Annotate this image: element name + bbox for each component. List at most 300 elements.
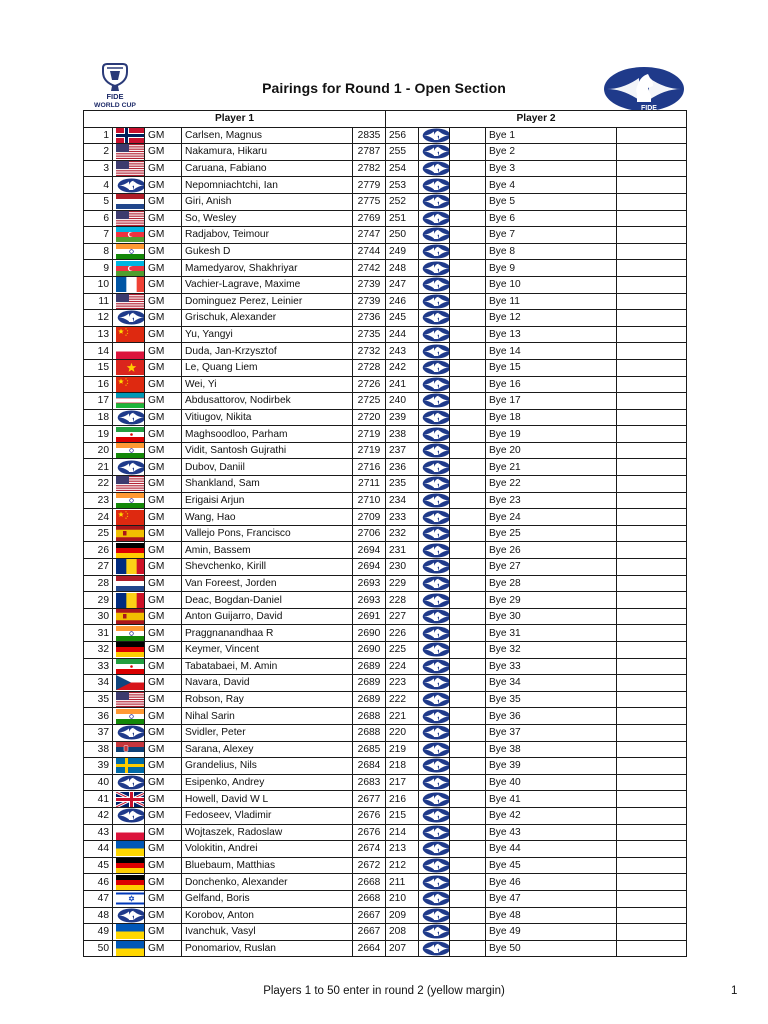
player1-number: 40 — [84, 774, 113, 791]
fide-logo-icon — [419, 741, 450, 758]
player1-rating: 2716 — [353, 459, 386, 476]
player2-number: 212 — [386, 857, 419, 874]
player1-title: GM — [145, 824, 182, 841]
player1-number: 23 — [84, 492, 113, 509]
player2-number: 224 — [386, 658, 419, 675]
player1-name: Amin, Bassem — [182, 542, 353, 559]
player1-rating: 2676 — [353, 807, 386, 824]
player1-rating: 2739 — [353, 293, 386, 310]
player1-title: GM — [145, 608, 182, 625]
player1-name: So, Wesley — [182, 210, 353, 227]
player1-rating: 2668 — [353, 874, 386, 891]
player2-title — [450, 874, 486, 891]
table-row — [84, 608, 687, 625]
player1-title: GM — [145, 774, 182, 791]
player2-rating — [617, 559, 687, 576]
player2-rating — [617, 459, 687, 476]
player1-name: Dominguez Perez, Leinier — [182, 293, 353, 310]
player2-number: 218 — [386, 758, 419, 775]
player2-title — [450, 592, 486, 609]
table-row — [84, 177, 687, 194]
table-row — [84, 376, 687, 393]
player2-title — [450, 177, 486, 194]
player1-title: GM — [145, 260, 182, 277]
player1-title: GM — [145, 708, 182, 725]
fide-flag-icon — [113, 459, 145, 476]
player1-name: Gelfand, Boris — [182, 890, 353, 907]
fide-logo-icon — [419, 625, 450, 642]
player2-number: 238 — [386, 426, 419, 443]
player1-title: GM — [145, 293, 182, 310]
player2-rating — [617, 476, 687, 493]
table-row — [84, 758, 687, 775]
table-row — [84, 874, 687, 891]
table-row — [84, 741, 687, 758]
player2-title — [450, 310, 486, 327]
player2-rating — [617, 243, 687, 260]
player1-number: 45 — [84, 857, 113, 874]
player1-title: GM — [145, 675, 182, 692]
player1-title: GM — [145, 310, 182, 327]
spain-flag-icon — [113, 525, 145, 542]
fide-logo-icon — [419, 890, 450, 907]
player2-title — [450, 144, 486, 161]
player2-number: 214 — [386, 824, 419, 841]
player2-number: 213 — [386, 841, 419, 858]
player2-rating — [617, 642, 687, 659]
player2-number: 240 — [386, 393, 419, 410]
table-row — [84, 675, 687, 692]
romania-flag-icon — [113, 592, 145, 609]
france-flag-icon — [113, 276, 145, 293]
player2-name: Bye 49 — [486, 924, 617, 941]
player2-title — [450, 940, 486, 957]
player2-number: 233 — [386, 509, 419, 526]
player1-title: GM — [145, 741, 182, 758]
player2-name: Bye 27 — [486, 559, 617, 576]
player2-number: 228 — [386, 592, 419, 609]
player1-number: 38 — [84, 741, 113, 758]
player1-number: 2 — [84, 144, 113, 161]
player2-title — [450, 907, 486, 924]
player2-name: Bye 24 — [486, 509, 617, 526]
player1-rating: 2710 — [353, 492, 386, 509]
player2-name: Bye 29 — [486, 592, 617, 609]
fide-logo-icon — [419, 642, 450, 659]
player2-name: Bye 7 — [486, 227, 617, 244]
fide-flag-icon — [113, 177, 145, 194]
uzbekistan-flag-icon — [113, 393, 145, 410]
table-row — [84, 575, 687, 592]
player2-title — [450, 708, 486, 725]
player1-name: Svidler, Peter — [182, 724, 353, 741]
fide-logo-icon — [419, 127, 450, 144]
player1-number: 29 — [84, 592, 113, 609]
player1-title: GM — [145, 442, 182, 459]
player2-name: Bye 23 — [486, 492, 617, 509]
svg-text:FIDE: FIDE — [106, 92, 124, 101]
player2-title — [450, 642, 486, 659]
fide-logo-icon — [419, 210, 450, 227]
player1-name: Korobov, Anton — [182, 907, 353, 924]
player1-name: Duda, Jan-Krzysztof — [182, 343, 353, 360]
fide-logo-icon — [419, 343, 450, 360]
player1-title: GM — [145, 841, 182, 858]
player2-name: Bye 43 — [486, 824, 617, 841]
fide-logo-icon — [419, 376, 450, 393]
china-flag-icon — [113, 509, 145, 526]
poland-flag-icon — [113, 824, 145, 841]
player1-number: 13 — [84, 326, 113, 343]
player1-name: Mamedyarov, Shakhriyar — [182, 260, 353, 277]
fide-logo-icon — [419, 907, 450, 924]
player1-number: 48 — [84, 907, 113, 924]
player1-number: 27 — [84, 559, 113, 576]
player2-rating — [617, 509, 687, 526]
fide-logo-icon — [419, 691, 450, 708]
player1-rating: 2674 — [353, 841, 386, 858]
player1-number: 20 — [84, 442, 113, 459]
player2-title — [450, 741, 486, 758]
player1-number: 46 — [84, 874, 113, 891]
player2-number: 215 — [386, 807, 419, 824]
player1-rating: 2683 — [353, 774, 386, 791]
player2-name: Bye 16 — [486, 376, 617, 393]
table-row — [84, 442, 687, 459]
player2-title — [450, 658, 486, 675]
player2-title — [450, 193, 486, 210]
fide-logo-icon — [419, 542, 450, 559]
player1-name: Donchenko, Alexander — [182, 874, 353, 891]
player1-number: 17 — [84, 393, 113, 410]
player1-number: 34 — [84, 675, 113, 692]
player2-title — [450, 376, 486, 393]
player2-number: 227 — [386, 608, 419, 625]
player1-rating: 2677 — [353, 791, 386, 808]
player2-title — [450, 326, 486, 343]
player2-title — [450, 459, 486, 476]
usa-flag-icon — [113, 144, 145, 161]
player1-name: Keymer, Vincent — [182, 642, 353, 659]
player2-name: Bye 30 — [486, 608, 617, 625]
player1-title: GM — [145, 890, 182, 907]
player1-title: GM — [145, 193, 182, 210]
player2-number: 244 — [386, 326, 419, 343]
player2-title — [450, 426, 486, 443]
player2-name: Bye 12 — [486, 310, 617, 327]
usa-flag-icon — [113, 160, 145, 177]
fide-logo-icon — [419, 243, 450, 260]
player1-number: 37 — [84, 724, 113, 741]
usa-flag-icon — [113, 293, 145, 310]
player2-rating — [617, 791, 687, 808]
fide-logo-icon — [419, 193, 450, 210]
player2-rating — [617, 907, 687, 924]
player1-name: Fedoseev, Vladimir — [182, 807, 353, 824]
player1-name: Anton Guijarro, David — [182, 608, 353, 625]
player2-rating — [617, 293, 687, 310]
player2-rating — [617, 260, 687, 277]
fide-flag-icon — [113, 907, 145, 924]
india-flag-icon — [113, 625, 145, 642]
table-row — [84, 841, 687, 858]
player2-name: Bye 18 — [486, 409, 617, 426]
player2-number: 225 — [386, 642, 419, 659]
player1-name: Ponomariov, Ruslan — [182, 940, 353, 957]
player1-title: GM — [145, 459, 182, 476]
player2-number: 207 — [386, 940, 419, 957]
player2-title — [450, 343, 486, 360]
player2-rating — [617, 359, 687, 376]
player1-name: Deac, Bogdan-Daniel — [182, 592, 353, 609]
india-flag-icon — [113, 708, 145, 725]
fide-logo-icon — [419, 260, 450, 277]
player2-number: 236 — [386, 459, 419, 476]
player2-name: Bye 1 — [486, 127, 617, 144]
fide-logo-icon — [419, 276, 450, 293]
player1-number: 11 — [84, 293, 113, 310]
player1-rating: 2685 — [353, 741, 386, 758]
player1-name: Grandelius, Nils — [182, 758, 353, 775]
china-flag-icon — [113, 326, 145, 343]
player1-number: 3 — [84, 160, 113, 177]
player2-rating — [617, 724, 687, 741]
player2-title — [450, 724, 486, 741]
india-flag-icon — [113, 243, 145, 260]
player2-name: Bye 19 — [486, 426, 617, 443]
player2-rating — [617, 824, 687, 841]
player1-title: GM — [145, 924, 182, 941]
player1-rating: 2693 — [353, 592, 386, 609]
player1-name: Van Foreest, Jorden — [182, 575, 353, 592]
table-row — [84, 227, 687, 244]
player1-rating: 2689 — [353, 675, 386, 692]
table-row — [84, 476, 687, 493]
footer-note: Players 1 to 50 enter in round 2 (yellow margin) — [263, 985, 505, 997]
player1-name: Maghsoodloo, Parham — [182, 426, 353, 443]
table-row — [84, 708, 687, 725]
table-row — [84, 940, 687, 957]
player1-name: Tabatabaei, M. Amin — [182, 658, 353, 675]
player1-name: Caruana, Fabiano — [182, 160, 353, 177]
player2-rating — [617, 227, 687, 244]
player2-name: Bye 47 — [486, 890, 617, 907]
azerbaijan-flag-icon — [113, 227, 145, 244]
ukraine-flag-icon — [113, 940, 145, 957]
player2-title — [450, 608, 486, 625]
player1-number: 35 — [84, 691, 113, 708]
player2-number: 250 — [386, 227, 419, 244]
germany-flag-icon — [113, 542, 145, 559]
player2-rating — [617, 426, 687, 443]
player2-name: Bye 36 — [486, 708, 617, 725]
player1-title: GM — [145, 359, 182, 376]
player1-rating: 2664 — [353, 940, 386, 957]
player1-number: 33 — [84, 658, 113, 675]
player2-title — [450, 841, 486, 858]
fide-logo-icon — [419, 708, 450, 725]
player2-name: Bye 13 — [486, 326, 617, 343]
player1-title: GM — [145, 575, 182, 592]
player2-number: 223 — [386, 675, 419, 692]
usa-flag-icon — [113, 691, 145, 708]
player2-title — [450, 691, 486, 708]
table-row — [84, 924, 687, 941]
player1-name: Esipenko, Andrey — [182, 774, 353, 791]
table-row — [84, 127, 687, 144]
fide-logo-icon — [419, 559, 450, 576]
player2-number: 245 — [386, 310, 419, 327]
player1-rating: 2688 — [353, 724, 386, 741]
player1-rating: 2690 — [353, 625, 386, 642]
norway-flag-icon — [113, 127, 145, 144]
player1-number: 30 — [84, 608, 113, 625]
player1-title: GM — [145, 642, 182, 659]
fide-logo-icon — [419, 227, 450, 244]
player1-rating: 2769 — [353, 210, 386, 227]
table-row — [84, 658, 687, 675]
table-row — [84, 542, 687, 559]
player1-name: Shevchenko, Kirill — [182, 559, 353, 576]
player2-rating — [617, 708, 687, 725]
player1-rating: 2732 — [353, 343, 386, 360]
player1-number: 10 — [84, 276, 113, 293]
czech-flag-icon — [113, 675, 145, 692]
fide-logo-icon — [419, 310, 450, 327]
player1-number: 7 — [84, 227, 113, 244]
player1-rating: 2736 — [353, 310, 386, 327]
player1-number: 5 — [84, 193, 113, 210]
player1-rating: 2725 — [353, 393, 386, 410]
player2-rating — [617, 177, 687, 194]
player2-title — [450, 675, 486, 692]
player2-name: Bye 33 — [486, 658, 617, 675]
player2-name: Bye 46 — [486, 874, 617, 891]
player1-rating: 2742 — [353, 260, 386, 277]
player2-number: 242 — [386, 359, 419, 376]
uk-flag-icon — [113, 791, 145, 808]
player2-name: Bye 9 — [486, 260, 617, 277]
fide-logo-icon — [419, 144, 450, 161]
player1-number: 43 — [84, 824, 113, 841]
table-row — [84, 459, 687, 476]
player1-rating: 2711 — [353, 476, 386, 493]
player1-rating: 2690 — [353, 642, 386, 659]
player2-rating — [617, 758, 687, 775]
player2-rating — [617, 625, 687, 642]
player1-title: GM — [145, 227, 182, 244]
player2-number: 219 — [386, 741, 419, 758]
player2-number: 216 — [386, 791, 419, 808]
player1-rating: 2779 — [353, 177, 386, 194]
table-row — [84, 824, 687, 841]
player1-title: GM — [145, 177, 182, 194]
azerbaijan-flag-icon — [113, 260, 145, 277]
player2-number: 234 — [386, 492, 419, 509]
player1-name: Navara, David — [182, 675, 353, 692]
player2-name: Bye 50 — [486, 940, 617, 957]
player1-title: GM — [145, 691, 182, 708]
fide-flag-icon — [113, 310, 145, 327]
table-row — [84, 625, 687, 642]
fide-logo-icon — [419, 857, 450, 874]
player1-rating: 2720 — [353, 409, 386, 426]
player2-rating — [617, 874, 687, 891]
player2-name: Bye 11 — [486, 293, 617, 310]
player2-number: 239 — [386, 409, 419, 426]
player2-name: Bye 26 — [486, 542, 617, 559]
player2-number: 247 — [386, 276, 419, 293]
player2-title — [450, 758, 486, 775]
player2-title — [450, 227, 486, 244]
fide-logo-icon — [419, 608, 450, 625]
player2-rating — [617, 658, 687, 675]
player1-rating: 2693 — [353, 575, 386, 592]
fide-logo-icon — [419, 658, 450, 675]
fide-logo-icon — [419, 426, 450, 443]
player2-title — [450, 476, 486, 493]
player2-title — [450, 293, 486, 310]
fide-logo-icon — [419, 874, 450, 891]
player1-rating: 2747 — [353, 227, 386, 244]
fide-logo-icon — [419, 807, 450, 824]
player2-number: 241 — [386, 376, 419, 393]
usa-flag-icon — [113, 476, 145, 493]
player1-name: Ivanchuk, Vasyl — [182, 924, 353, 941]
player2-number: 231 — [386, 542, 419, 559]
player2-title — [450, 442, 486, 459]
player1-number: 19 — [84, 426, 113, 443]
table-row — [84, 193, 687, 210]
player1-name: Nihal Sarin — [182, 708, 353, 725]
player2-rating — [617, 890, 687, 907]
player1-number: 9 — [84, 260, 113, 277]
player1-number: 49 — [84, 924, 113, 941]
spain-flag-icon — [113, 608, 145, 625]
player2-number: 222 — [386, 691, 419, 708]
pairings-table — [83, 110, 687, 957]
player1-name: Le, Quang Liem — [182, 359, 353, 376]
player1-name: Vallejo Pons, Francisco — [182, 525, 353, 542]
player1-rating: 2782 — [353, 160, 386, 177]
player1-title: GM — [145, 791, 182, 808]
table-row — [84, 642, 687, 659]
player2-rating — [617, 575, 687, 592]
table-row — [84, 260, 687, 277]
player2-rating — [617, 940, 687, 957]
player1-title: GM — [145, 376, 182, 393]
table-row — [84, 210, 687, 227]
player2-number: 256 — [386, 127, 419, 144]
player2-name: Bye 39 — [486, 758, 617, 775]
fide-logo-icon — [419, 791, 450, 808]
player2-rating — [617, 376, 687, 393]
page-title: Pairings for Round 1 - Open Section — [262, 80, 506, 96]
player1-number: 28 — [84, 575, 113, 592]
player2-number: 211 — [386, 874, 419, 891]
player1-rating: 2667 — [353, 924, 386, 941]
table-row — [84, 791, 687, 808]
player1-number: 39 — [84, 758, 113, 775]
player2-name: Bye 42 — [486, 807, 617, 824]
player2-title — [450, 243, 486, 260]
israel-flag-icon — [113, 890, 145, 907]
fide-logo-icon — [419, 525, 450, 542]
player1-title: GM — [145, 426, 182, 443]
player1-title: GM — [145, 592, 182, 609]
player2-title — [450, 160, 486, 177]
player2-title — [450, 509, 486, 526]
